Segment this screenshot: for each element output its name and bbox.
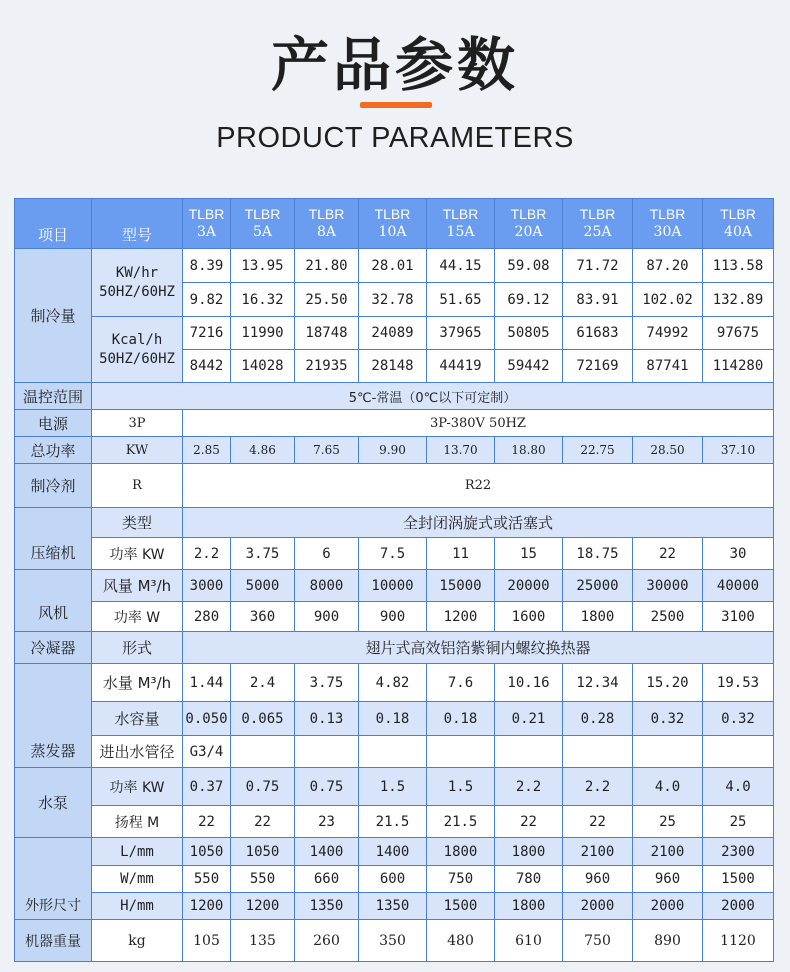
value-cell: 1800 [495, 893, 563, 920]
model-code: 30A [653, 223, 682, 240]
fan-air-row [15, 570, 774, 602]
empty-cell [231, 736, 295, 768]
power-supply-value: 3P-380V 50HZ [183, 410, 774, 437]
value-cell: 0.18 [427, 702, 495, 736]
value-cell: 28148 [359, 350, 427, 383]
value-cell: 280 [183, 602, 231, 632]
value-cell: 15000 [427, 570, 495, 602]
value-cell: 0.75 [231, 768, 295, 806]
compressor-power-label: 功率 KW [92, 538, 183, 570]
value-cell: 4.0 [633, 768, 703, 806]
model-series: TLBR [442, 206, 479, 222]
value-cell: 59.08 [495, 249, 563, 283]
value-cell: 0.32 [633, 702, 703, 736]
value-cell: 1500 [427, 893, 495, 920]
value-cell: 1350 [295, 893, 359, 920]
value-cell: 21.5 [359, 806, 427, 838]
model-series: TLBR [510, 206, 547, 222]
value-cell: 1400 [359, 838, 427, 866]
condenser-value: 翅片式高效铝箔紫铜内螺纹换热器 [183, 632, 774, 664]
evaporator-capacity-row [15, 702, 774, 736]
value-cell: 600 [359, 866, 427, 893]
value-cell: 7.65 [295, 437, 359, 464]
value-cell: 18.75 [563, 538, 633, 570]
pump-label: 水泵 [15, 768, 92, 838]
compressor-power-row [15, 538, 774, 570]
parameter-table [14, 198, 774, 962]
value-cell: 1.5 [427, 768, 495, 806]
value-cell: 25 [703, 806, 774, 838]
empty-cell [359, 736, 427, 768]
evaporator-flow-label: 水量 M³/h [92, 664, 183, 702]
value-cell: 3000 [183, 570, 231, 602]
value-cell: 24089 [359, 317, 427, 350]
value-cell: 71.72 [563, 249, 633, 283]
value-cell: 12.34 [563, 664, 633, 702]
total-power-label: 总功率 [15, 437, 92, 464]
cooling-capacity-label: 制冷量 [15, 249, 92, 383]
value-cell: 37965 [427, 317, 495, 350]
evaporator-capacity-label: 水容量 [92, 702, 183, 736]
power-supply-unit: 3P [92, 410, 183, 437]
model-header-1 [231, 199, 295, 249]
model-series: TLBR [374, 206, 411, 222]
model-series: TLBR [720, 206, 756, 222]
value-cell: 40000 [703, 570, 774, 602]
temp-range-label: 温控范围 [15, 383, 92, 410]
weight-row [15, 920, 774, 962]
value-cell: 2300 [703, 838, 774, 866]
fan-air-label: 风量 M³/h [92, 570, 183, 602]
value-cell: 1350 [359, 893, 427, 920]
temp-range-value: 5℃-常温（0℃以下可定制） [92, 383, 774, 410]
value-cell: 22.75 [563, 437, 633, 464]
value-cell: 102.02 [633, 283, 703, 317]
model-header-2 [295, 199, 359, 249]
value-cell: 50805 [495, 317, 563, 350]
value-cell: 15 [495, 538, 563, 570]
model-code: 40A [724, 223, 752, 240]
value-cell: 8.39 [183, 249, 231, 283]
value-cell: 610 [495, 920, 563, 962]
unit-line: 50HZ/60HZ [99, 283, 175, 300]
value-cell: 3.75 [231, 538, 295, 570]
refrigerant-row [15, 464, 774, 508]
value-cell: 2.2 [183, 538, 231, 570]
model-code: 25A [583, 223, 612, 240]
value-cell: 0.32 [703, 702, 774, 736]
model-code: 8A [316, 223, 337, 240]
value-cell: 74992 [633, 317, 703, 350]
value-cell: 28.01 [359, 249, 427, 283]
condenser-form-label: 形式 [92, 632, 183, 664]
value-cell: 87741 [633, 350, 703, 383]
condenser-label: 冷凝器 [15, 632, 92, 664]
value-cell: 18.80 [495, 437, 563, 464]
value-cell: 14028 [231, 350, 295, 383]
value-cell: 960 [633, 866, 703, 893]
value-cell: 97675 [703, 317, 774, 350]
value-cell: 8000 [295, 570, 359, 602]
value-cell: 2500 [633, 602, 703, 632]
value-cell: 13.95 [231, 249, 295, 283]
model-code: 10A [378, 223, 407, 240]
unit-line: KW/hr [115, 264, 159, 281]
dimension-l-row [15, 838, 774, 866]
value-cell: 360 [231, 602, 295, 632]
model-series: TLBR [188, 206, 225, 222]
value-cell: 2.2 [563, 768, 633, 806]
value-cell: 0.37 [183, 768, 231, 806]
weight-label: 机器重量 [15, 920, 92, 962]
value-cell: 25.50 [295, 283, 359, 317]
value-cell: 4.86 [231, 437, 295, 464]
refrigerant-unit: R [92, 464, 183, 508]
value-cell: 550 [231, 866, 295, 893]
value-cell: 37.10 [703, 437, 774, 464]
value-cell: 1500 [703, 866, 774, 893]
model-header-3 [359, 199, 427, 249]
evaporator-pipe-value: G3/4 [183, 736, 231, 768]
refrigerant-label: 制冷剂 [15, 464, 92, 508]
pump-power-label: 功率 KW [92, 768, 183, 806]
value-cell: 7216 [183, 317, 231, 350]
value-cell: 18748 [295, 317, 359, 350]
total-power-row [15, 437, 774, 464]
header-row [15, 199, 774, 249]
value-cell: 13.70 [427, 437, 495, 464]
power-supply-row [15, 410, 774, 437]
model-header-6 [563, 199, 633, 249]
value-cell: 22 [633, 538, 703, 570]
model-series: TLBR [244, 206, 281, 222]
evaporator-flow-row [15, 664, 774, 702]
refrigerant-value: R22 [183, 464, 774, 508]
compressor-type-value: 全封闭涡旋式或活塞式 [183, 508, 774, 538]
evaporator-label: 蒸发器 [15, 664, 92, 768]
value-cell: 4.0 [703, 768, 774, 806]
empty-cell [427, 736, 495, 768]
value-cell: 22 [231, 806, 295, 838]
value-cell: 69.12 [495, 283, 563, 317]
value-cell: 105 [183, 920, 231, 962]
value-cell: 30 [703, 538, 774, 570]
value-cell: 660 [295, 866, 359, 893]
model-code: 3A [196, 223, 217, 240]
unit-line: Kcal/h [111, 331, 163, 348]
value-cell: 44.15 [427, 249, 495, 283]
value-cell: 0.050 [183, 702, 231, 736]
value-cell: 3100 [703, 602, 774, 632]
value-cell: 87.20 [633, 249, 703, 283]
value-cell: 4.82 [359, 664, 427, 702]
dimension-h-label: H/mm [92, 893, 183, 920]
pump-head-row [15, 806, 774, 838]
compressor-label: 压缩机 [15, 508, 92, 570]
value-cell: 21.80 [295, 249, 359, 283]
value-cell: 2.2 [495, 768, 563, 806]
value-cell: 23 [295, 806, 359, 838]
value-cell: 1800 [495, 838, 563, 866]
empty-cell [495, 736, 563, 768]
dimensions-label: 外形尺寸 [15, 838, 92, 920]
unit-line: 50HZ/60HZ [99, 350, 175, 367]
cooling-kcal-50-row [15, 317, 774, 350]
value-cell: 0.18 [359, 702, 427, 736]
value-cell: 1200 [427, 602, 495, 632]
value-cell: 900 [359, 602, 427, 632]
value-cell: 7.5 [359, 538, 427, 570]
value-cell: 0.065 [231, 702, 295, 736]
value-cell: 9.90 [359, 437, 427, 464]
model-series: TLBR [308, 206, 345, 222]
fan-power-row [15, 602, 774, 632]
value-cell: 0.75 [295, 768, 359, 806]
value-cell: 890 [633, 920, 703, 962]
value-cell: 960 [563, 866, 633, 893]
value-cell: 350 [359, 920, 427, 962]
value-cell: 44419 [427, 350, 495, 383]
value-cell: 0.21 [495, 702, 563, 736]
value-cell: 1600 [495, 602, 563, 632]
evaporator-pipe-row [15, 736, 774, 768]
value-cell: 780 [495, 866, 563, 893]
value-cell: 11 [427, 538, 495, 570]
value-cell: 1800 [563, 602, 633, 632]
value-cell: 7.6 [427, 664, 495, 702]
value-cell: 30000 [633, 570, 703, 602]
empty-cell [703, 736, 774, 768]
cooling-kw-50-row [15, 249, 774, 283]
value-cell: 21.5 [427, 806, 495, 838]
value-cell: 22 [495, 806, 563, 838]
model-header-5 [495, 199, 563, 249]
value-cell: 1120 [703, 920, 774, 962]
value-cell: 32.78 [359, 283, 427, 317]
value-cell: 3.75 [295, 664, 359, 702]
cooling-kw-unit [92, 249, 183, 317]
empty-cell [295, 736, 359, 768]
value-cell: 19.53 [703, 664, 774, 702]
value-cell: 11990 [231, 317, 295, 350]
value-cell: 25000 [563, 570, 633, 602]
value-cell: 1050 [183, 838, 231, 866]
value-cell: 51.65 [427, 283, 495, 317]
value-cell: 61683 [563, 317, 633, 350]
fan-label: 风机 [15, 570, 92, 632]
value-cell: 0.28 [563, 702, 633, 736]
model-header-0 [183, 199, 231, 249]
value-cell: 16.32 [231, 283, 295, 317]
value-cell: 480 [427, 920, 495, 962]
value-cell: 0.13 [295, 702, 359, 736]
value-cell: 1400 [295, 838, 359, 866]
model-header-7 [633, 199, 703, 249]
total-power-unit: KW [92, 437, 183, 464]
value-cell: 1.44 [183, 664, 231, 702]
value-cell: 72169 [563, 350, 633, 383]
value-cell: 28.50 [633, 437, 703, 464]
power-supply-label: 电源 [15, 410, 92, 437]
model-code: 20A [514, 223, 543, 240]
value-cell: 5000 [231, 570, 295, 602]
page-title-cn: 产品参数 [270, 31, 519, 99]
value-cell: 2.4 [231, 664, 295, 702]
condenser-row [15, 632, 774, 664]
value-cell: 6 [295, 538, 359, 570]
dimension-h-row [15, 893, 774, 920]
value-cell: 8442 [183, 350, 231, 383]
value-cell: 20000 [495, 570, 563, 602]
value-cell: 1800 [427, 838, 495, 866]
value-cell: 1200 [231, 893, 295, 920]
value-cell: 83.91 [563, 283, 633, 317]
dimension-l-label: L/mm [92, 838, 183, 866]
page-title-en: PRODUCT PARAMETERS [216, 122, 574, 154]
value-cell: 750 [427, 866, 495, 893]
title-accent-bar [360, 102, 432, 108]
model-header-8 [703, 199, 774, 249]
value-cell: 15.20 [633, 664, 703, 702]
value-cell: 2100 [633, 838, 703, 866]
value-cell: 2.85 [183, 437, 231, 464]
cooling-kcal-unit [92, 317, 183, 383]
value-cell: 22 [183, 806, 231, 838]
dimension-w-label: W/mm [92, 866, 183, 893]
empty-cell [563, 736, 633, 768]
value-cell: 113.58 [703, 249, 774, 283]
value-cell: 10.16 [495, 664, 563, 702]
value-cell: 9.82 [183, 283, 231, 317]
compressor-type-row [15, 508, 774, 538]
value-cell: 2000 [703, 893, 774, 920]
value-cell: 2000 [563, 893, 633, 920]
empty-cell [633, 736, 703, 768]
value-cell: 1.5 [359, 768, 427, 806]
value-cell: 2100 [563, 838, 633, 866]
value-cell: 1200 [183, 893, 231, 920]
model-code: 15A [446, 223, 475, 240]
value-cell: 22 [563, 806, 633, 838]
weight-unit: kg [92, 920, 183, 962]
value-cell: 59442 [495, 350, 563, 383]
value-cell: 21935 [295, 350, 359, 383]
value-cell: 2000 [633, 893, 703, 920]
temp-range-row [15, 383, 774, 410]
model-series: TLBR [649, 206, 686, 222]
pump-head-label: 扬程 M [92, 806, 183, 838]
compressor-type-label: 类型 [92, 508, 183, 538]
value-cell: 25 [633, 806, 703, 838]
dimension-w-row [15, 866, 774, 893]
fan-power-label: 功率 W [92, 602, 183, 632]
value-cell: 260 [295, 920, 359, 962]
model-code: 5A [252, 223, 273, 240]
value-cell: 1050 [231, 838, 295, 866]
value-cell: 550 [183, 866, 231, 893]
model-column-header: 型号 [92, 199, 183, 249]
value-cell: 10000 [359, 570, 427, 602]
value-cell: 135 [231, 920, 295, 962]
evaporator-pipe-label: 进出水管径 [92, 736, 183, 768]
value-cell: 750 [563, 920, 633, 962]
model-header-4 [427, 199, 495, 249]
value-cell: 114280 [703, 350, 774, 383]
value-cell: 132.89 [703, 283, 774, 317]
model-series: TLBR [579, 206, 616, 222]
item-column-header: 项目 [15, 199, 92, 249]
value-cell: 900 [295, 602, 359, 632]
pump-power-row [15, 768, 774, 806]
